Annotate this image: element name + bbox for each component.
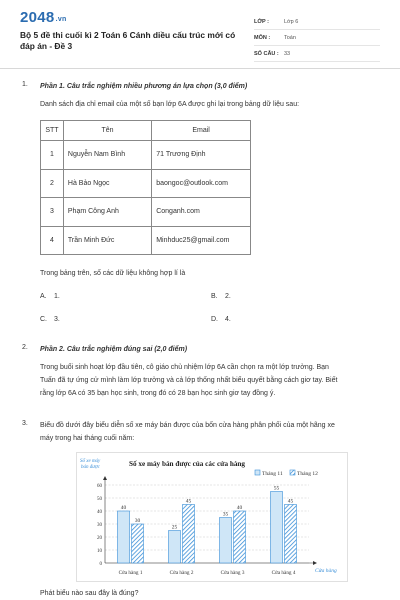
meta-value: Lớp 6 bbox=[284, 18, 299, 25]
option-d[interactable] bbox=[211, 316, 231, 323]
question-3-body-line: máy trong hai tháng cuối năm: bbox=[40, 435, 135, 442]
table-cell: baongoc@outlook.com bbox=[152, 169, 251, 198]
meta-key: SỐ CÂU : bbox=[254, 50, 279, 57]
option-letter: A. bbox=[40, 293, 47, 300]
option-text: 1. bbox=[54, 293, 60, 300]
table-header-row bbox=[41, 121, 251, 141]
y-axis-arrow bbox=[103, 476, 107, 480]
page-header bbox=[0, 0, 400, 68]
x-tick-label: Cửa hàng 2 bbox=[169, 570, 194, 576]
table-row bbox=[41, 169, 251, 198]
option-text: 4. bbox=[225, 316, 231, 323]
table-cell: Nguyễn Nam Bình bbox=[63, 141, 151, 170]
question-1-prompt: Trong bảng trên, số các dữ liệu không hợp lí là bbox=[40, 270, 186, 277]
option-a[interactable] bbox=[40, 293, 60, 300]
bar bbox=[118, 511, 130, 563]
meta-row-count bbox=[254, 46, 380, 62]
question-3-body-line: Biểu đồ dưới đây biểu diễn số xe máy bán được của bốn cửa hàng phân phối của một hãng xe bbox=[40, 422, 335, 429]
chart-svg bbox=[77, 453, 349, 583]
meta-row-class bbox=[254, 14, 380, 30]
legend-swatch bbox=[255, 470, 260, 475]
question-2-heading: Phần 2. Câu trắc nghiệm đúng sai (2,0 điểm) bbox=[40, 346, 188, 353]
y-tick-label: 10 bbox=[97, 548, 102, 554]
chart-title: Số xe máy bán được của các cửa hàng bbox=[129, 460, 246, 468]
legend-swatch bbox=[290, 470, 295, 475]
question-3-number: 3. bbox=[22, 420, 28, 427]
table-cell: Minhduc25@gmail.com bbox=[152, 226, 251, 255]
column-header: Email bbox=[152, 121, 251, 141]
table-cell: 1 bbox=[41, 141, 64, 170]
meta-info bbox=[254, 14, 380, 62]
x-axis-label: Cửa hàng bbox=[315, 568, 337, 574]
legend-label: Tháng 12 bbox=[297, 471, 318, 477]
question-1-intro: Danh sách địa chỉ email của một số bạn lớp 6A được ghi lại trong bảng dữ liệu sau: bbox=[40, 101, 300, 108]
bar bbox=[132, 524, 144, 563]
table-row bbox=[41, 226, 251, 255]
meta-key: MÔN : bbox=[254, 34, 271, 41]
question-2-number: 2. bbox=[22, 344, 28, 351]
x-tick-label: Cửa hàng 4 bbox=[271, 570, 296, 576]
bar bbox=[183, 505, 195, 564]
table-cell: Conganh.com bbox=[152, 198, 251, 227]
meta-key: LỚP : bbox=[254, 18, 269, 25]
x-tick-label: Cửa hàng 3 bbox=[220, 570, 245, 576]
column-header: Tên bbox=[63, 121, 151, 141]
data-label: 35 bbox=[222, 511, 229, 518]
y-tick-label: 40 bbox=[97, 509, 102, 515]
table-row bbox=[41, 141, 251, 170]
column-header: STT bbox=[41, 121, 64, 141]
bar bbox=[234, 511, 246, 563]
data-label: 30 bbox=[134, 518, 141, 524]
y-tick-label: 30 bbox=[97, 522, 102, 528]
table-cell: Trần Minh Đức bbox=[63, 226, 151, 255]
question-1-number: 1. bbox=[22, 81, 28, 88]
data-label: 40 bbox=[236, 505, 243, 511]
table-cell: 2 bbox=[41, 169, 64, 198]
table-cell: Hà Bảo Ngọc bbox=[63, 169, 151, 198]
bar bbox=[169, 531, 181, 564]
logo[interactable]: 2048.vn bbox=[20, 9, 67, 26]
table-cell: Phạm Công Anh bbox=[63, 198, 151, 227]
option-b[interactable] bbox=[211, 293, 231, 300]
data-label: 55 bbox=[273, 485, 280, 492]
data-label: 40 bbox=[120, 505, 127, 511]
option-letter: C. bbox=[40, 316, 47, 323]
y-axis-label: bán được bbox=[81, 465, 100, 470]
question-2-body-line: Trong buổi sinh hoạt lớp đầu tiên, cô giáo chủ nhiệm lớp 6A cần chọn ra một lớp trưởng. Bạn bbox=[40, 364, 329, 371]
meta-row-subject bbox=[254, 30, 380, 46]
y-tick-label: 50 bbox=[97, 496, 102, 502]
y-axis-label: Số xe máy bbox=[80, 459, 101, 464]
question-2-body-line: rằng lớp 6A có 35 bạn học sinh, trong đó có 28 bạn học sinh giơ tay đồng ý. bbox=[40, 390, 276, 397]
option-letter: D. bbox=[211, 316, 218, 323]
bar-chart bbox=[76, 452, 348, 582]
data-label: 25 bbox=[171, 524, 178, 531]
page-title: Bộ 5 đề thi cuối kì 2 Toán 6 Cánh diều cấu trúc mới có đáp án - Đề 3 bbox=[20, 30, 236, 51]
legend-label: Tháng 11 bbox=[262, 471, 283, 477]
table-cell: 3 bbox=[41, 198, 64, 227]
option-letter: B. bbox=[211, 293, 218, 300]
email-table bbox=[40, 120, 251, 255]
option-text: 2. bbox=[225, 293, 231, 300]
table-row bbox=[41, 198, 251, 227]
question-2-body-line: Tuấn đã tự ứng cử mình làm lớp trưởng và cả lớp thống nhất biểu quyết bằng cách giơ tay. Biết bbox=[40, 377, 338, 384]
meta-value: 33 bbox=[284, 50, 291, 57]
y-tick-label: 60 bbox=[97, 483, 102, 489]
x-tick-label: Cửa hàng 1 bbox=[118, 570, 143, 576]
table-cell: 4 bbox=[41, 226, 64, 255]
table-cell: 71 Trương Định bbox=[152, 141, 251, 170]
header-divider bbox=[0, 68, 400, 69]
option-c[interactable] bbox=[40, 316, 60, 323]
option-text: 3. bbox=[54, 316, 60, 323]
bar bbox=[220, 518, 232, 564]
data-label: 45 bbox=[185, 498, 192, 505]
y-tick-label: 20 bbox=[97, 535, 102, 541]
question-3-footer: Phát biểu nào sau đây là đúng? bbox=[40, 590, 139, 597]
question-1-heading: Phần 1. Câu trắc nghiệm nhiều phương án lựa chọn (3,0 điểm) bbox=[40, 83, 248, 90]
bar bbox=[285, 505, 297, 564]
x-axis-arrow bbox=[313, 561, 317, 565]
data-label: 45 bbox=[287, 498, 294, 505]
meta-value: Toán bbox=[284, 34, 296, 41]
bar bbox=[271, 492, 283, 564]
y-tick-label: 0 bbox=[99, 561, 102, 567]
